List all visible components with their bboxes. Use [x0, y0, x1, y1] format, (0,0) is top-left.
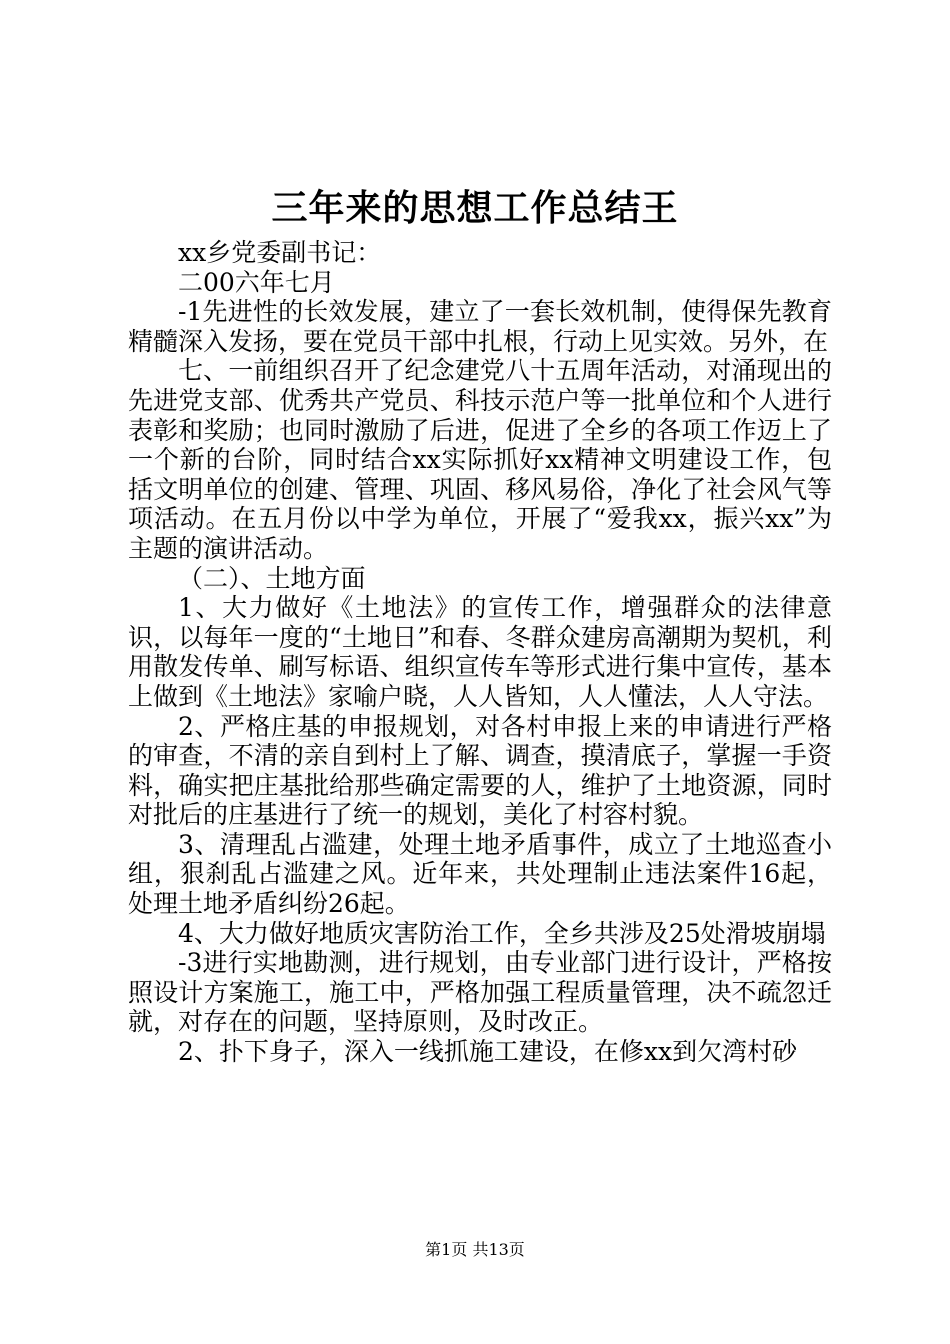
paragraph: -3进行实地勘测，进行规划，由专业部门进行设计，严格按照设计方案施工，施工中，严格加强工程质量管理，决不疏忽迁就，对存在的问题，坚持原则，及时改正。 [128, 948, 832, 1037]
paragraph: -1先进性的长效发展，建立了一套长效机制，使得保先教育精髓深入发扬，要在党员干部中扎根，行动上见实效。另外，在 [128, 297, 832, 356]
paragraph: 3、清理乱占滥建，处理土地矛盾事件，成立了土地巡查小组，狠刹乱占滥建之风。近年来，共处理制止违法案件16起，处理土地矛盾纠纷26起。 [128, 829, 832, 919]
page-footer: 第1页 共13页 [425, 1240, 525, 1259]
document-title: 三年来的思想工作总结王 [271, 187, 679, 229]
paragraph: 七、一前组织召开了纪念建党八十五周年活动，对涌现出的先进党支部、优秀共产党员、科技示范户等一批单位和个人进行表彰和奖励；也同时激励了后进，促进了全乡的各项工作迈上了一个新的台阶，同时结合xx实际抓好xx精神文明建设工作，包括文明单位的创建、管理、巩固、移风易俗，净化了社会风气等项活动。在五月份以中学为单位，开展了“爱我xx，振兴xx”为主题的演讲活动。 [128, 356, 832, 563]
paragraph: 二00六年七月 [178, 267, 335, 297]
paragraph: （二）、土地方面 [178, 563, 366, 593]
document-body [128, 238, 832, 1067]
paragraph: 2、严格庄基的申报规划，对各村申报上来的申请进行严格的审查，不清的亲自到村上了解、调查，摸清底子，掌握一手资料，确实把庄基批给那些确定需要的人，维护了土地资源，同时对批后的庄基进行了统一的规划，美化了村容村貌。 [128, 711, 832, 830]
paragraph: xx乡党委副书记： [178, 238, 382, 267]
paragraph: 1、大力做好《土地法》的宣传工作，增强群众的法律意识，以每年一度的“土地日”和春、冬群众建房高潮期为契机，利用散发传单、刷写标语、组织宣传车等形式进行集中宣传，基本上做到《土地法》家喻户晓，人人皆知，人人懂法，人人守法。 [128, 593, 832, 711]
paragraph: 4、大力做好地质灾害防治工作，全乡共涉及25处滑坡崩塌 [178, 918, 826, 948]
paragraph: 2、扑下身子，深入一线抓施工建设，在修xx到欠湾村砂 [178, 1037, 798, 1067]
